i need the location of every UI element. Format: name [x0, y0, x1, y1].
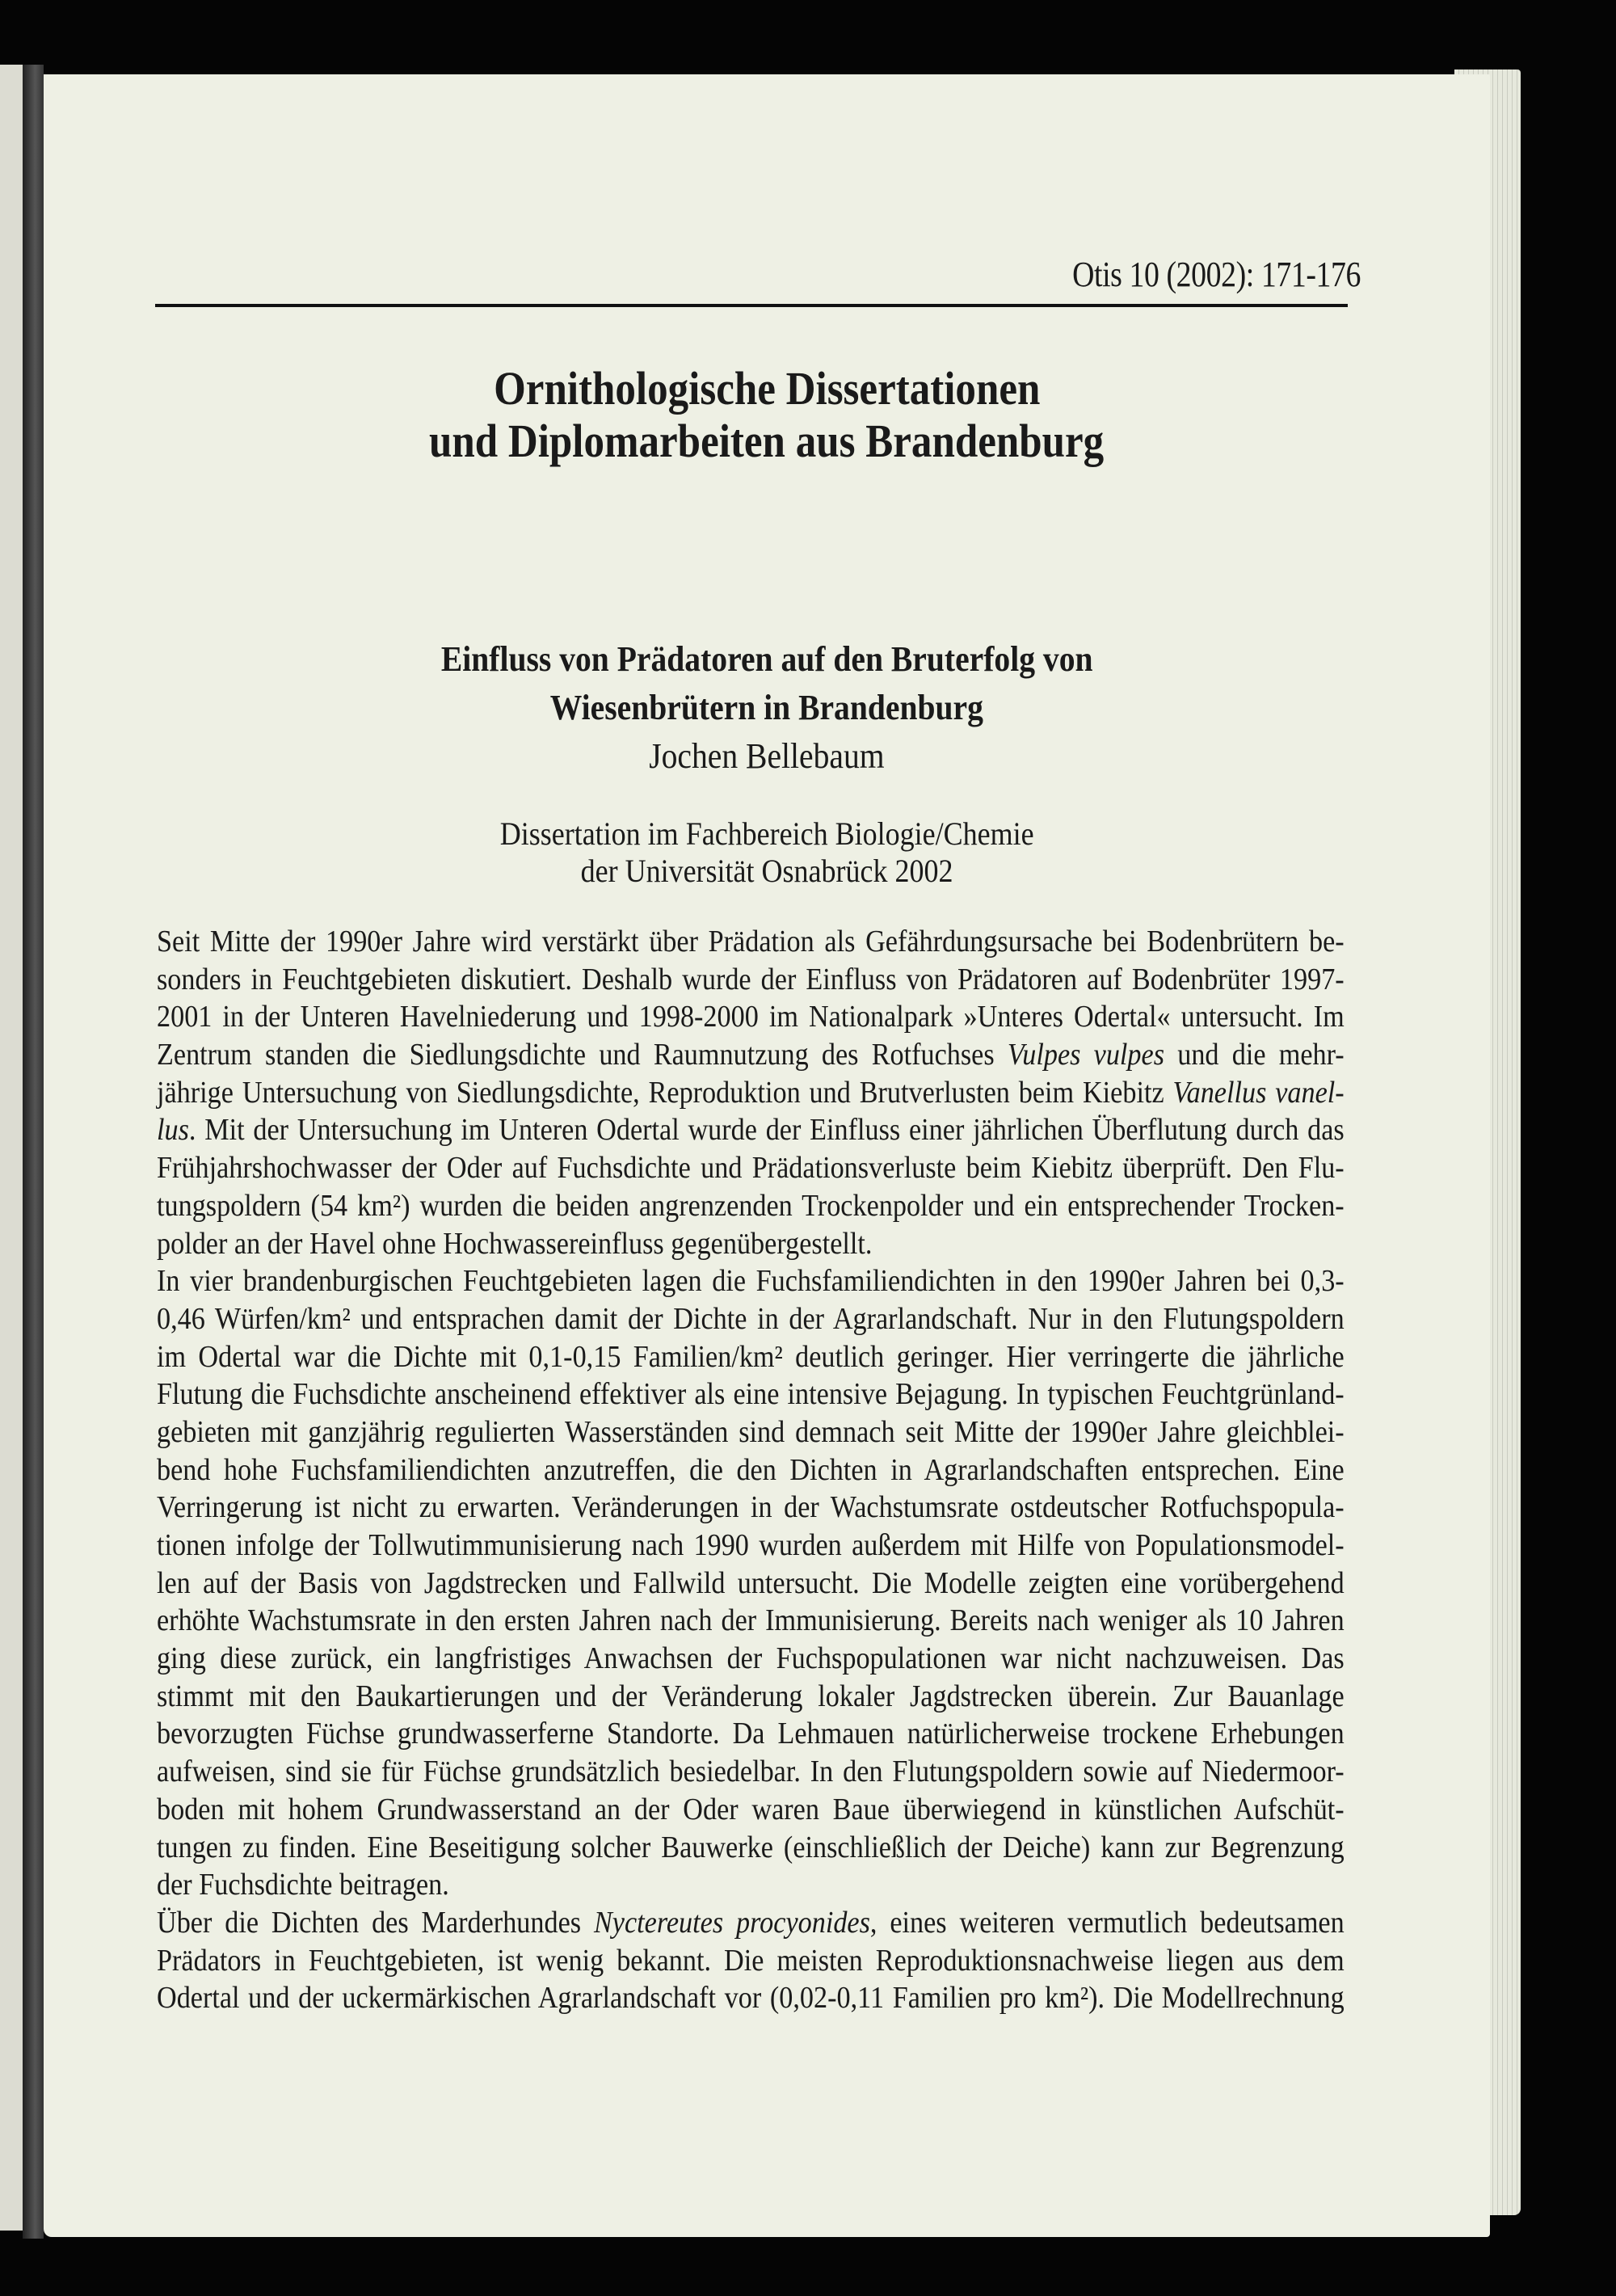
body-text-line: len auf der Basis von Jagdstrecken und Fallwild untersucht. Die Modelle zeigten eine vorübergehend: [157, 1565, 1345, 1600]
body-text-line: polder an der Havel ohne Hochwassereinfluss gegenübergestellt.: [157, 1226, 873, 1261]
body-text-line: 0,46 Würfen/km² und entsprachen damit der Dichte in der Agrarlandschaft. Nur in den Flutungspoldern: [157, 1301, 1345, 1336]
body-text-line: bevorzugten Füchse grundwasserferne Standorte. Da Lehmauen natürlicherweise trockene Erhebungen: [157, 1717, 1345, 1751]
abstract-body: [157, 923, 1345, 2017]
affiliation-line-1: Dissertation im Fachbereich Biologie/Chemie: [499, 815, 1034, 852]
article-title-line-1: Einfluss von Prädatoren auf den Bruterfolg von: [440, 639, 1093, 679]
section-title-line-1: Ornithologische Dissertationen: [493, 362, 1041, 415]
body-text-line: Odertal und der uckermärkischen Agrarlandschaft vor (0,02-0,11 Familien pro km²). Die Modellrechnung: [157, 1981, 1345, 2016]
body-text-line: erhöhte Wachstumsrate in den ersten Jahren nach der Immunisierung. Bereits nach weniger als 10 Jahren: [157, 1603, 1345, 1638]
body-text-line: der Fuchsdichte beitragen.: [157, 1868, 449, 1902]
body-text-line: im Odertal war die Dichte mit 0,1-0,15 Familien/km² deutlich geringer. Hier verringerte die jährliche: [157, 1339, 1345, 1374]
section-title-line-2: und Diplomarbeiten aus Brandenburg: [429, 415, 1105, 467]
body-text-line: Prädators in Feuchtgebieten, ist wenig bekannt. Die meisten Reproduktionsnachweise liegen aus dem: [157, 1943, 1345, 1978]
running-header: Otis 10 (2002): 171-176: [1072, 255, 1361, 294]
body-text-line: aufweisen, sind sie für Füchse grundsätzlich besiedelbar. In den Flutungspoldern sowie auf Niedermoor-: [157, 1755, 1345, 1789]
body-text-line: In vier brandenburgischen Feuchtgebieten lagen die Fuchsfamiliendichten in den 1990er Jahren bei 0,3-: [157, 1264, 1345, 1299]
body-text-line: tionen infolge der Tollwutimmunisierung nach 1990 wurden außerdem mit Hilfe von Populationsmodel-: [157, 1528, 1345, 1562]
book-gutter: [23, 65, 44, 2239]
body-text-line: Zentrum standen die Siedlungsdichte und Raumnutzung des Rotfuchses Vulpes vulpes und die mehr-: [157, 1038, 1345, 1072]
header-rule: [155, 304, 1348, 307]
body-text-line: boden mit hohem Grundwasserstand an der Oder waren Baue überwiegend in künstlichen Aufschüt-: [157, 1792, 1345, 1826]
article-title-line-2: Wiesenbrütern in Brandenburg: [549, 688, 984, 727]
body-text-line: Seit Mitte der 1990er Jahre wird verstärkt über Prädation als Gefährdungsursache bei Bodenbrütern be-: [157, 925, 1345, 958]
body-text-line: 2001 in der Unteren Havelniederung und 1998-2000 im Nationalpark »Unteres Odertal« untersucht. Im: [157, 1000, 1345, 1034]
article-author: Jochen Bellebaum: [649, 736, 885, 776]
body-text-line: tungspoldern (54 km²) wurden die beiden angrenzenden Trockenpolder und ein entsprechender Trocken-: [157, 1188, 1345, 1223]
body-text-line: Verringerung ist nicht zu erwarten. Veränderungen in der Wachstumsrate ostdeutscher Rotfuchspopula-: [157, 1490, 1345, 1525]
body-text-line: tungen zu finden. Eine Beseitigung solcher Bauwerke (einschließlich der Deiche) kann zur Begrenzung: [157, 1830, 1345, 1864]
body-text-line: jährige Untersuchung von Siedlungsdichte, Reproduktion und Brutverlusten beim Kiebitz Vanellus vanel-: [157, 1075, 1345, 1110]
body-text-line: Flutung die Fuchsdichte anscheinend effektiver als eine intensive Bejagung. In typischen Feuchtgrünland-: [157, 1377, 1345, 1412]
body-text-line: ging diese zurück, ein langfristiges Anwachsen der Fuchspopulationen war nicht nachzuweisen. Das: [157, 1641, 1345, 1676]
previous-page-edge: [0, 65, 23, 2231]
affiliation-line-2: der Universität Osnabrück 2002: [580, 853, 953, 889]
body-text-line: Frühjahrshochwasser der Oder auf Fuchsdichte und Prädationsverluste beim Kiebitz überprüft. Den Flu-: [157, 1151, 1345, 1186]
body-text-line: sonders in Feuchtgebieten diskutiert. Deshalb wurde der Einfluss von Prädatoren auf Bodenbrüter 1997-: [157, 962, 1345, 996]
body-text-line: lus. Mit der Untersuchung im Unteren Odertal wurde der Einfluss einer jährlichen Überflutung durch das: [157, 1113, 1345, 1148]
body-text-line: bend hohe Fuchsfamiliendichten anzutreffen, die den Dichten in Agrarlandschaften entsprechen. Eine: [157, 1452, 1345, 1487]
body-text-line: Über die Dichten des Marderhundes Nyctereutes procyonides, eines weiteren vermutlich bedeutsamen: [157, 1905, 1345, 1940]
body-text-line: stimmt mit den Baukartierungen und der Veränderung lokaler Jagdstrecken überein. Zur Bauanlage: [157, 1679, 1345, 1713]
body-text-line: gebieten mit ganzjährig regulierten Wasserständen sind demnach seit Mitte der 1990er Jahre gleichblei-: [157, 1414, 1345, 1449]
document-page: [44, 74, 1490, 2237]
